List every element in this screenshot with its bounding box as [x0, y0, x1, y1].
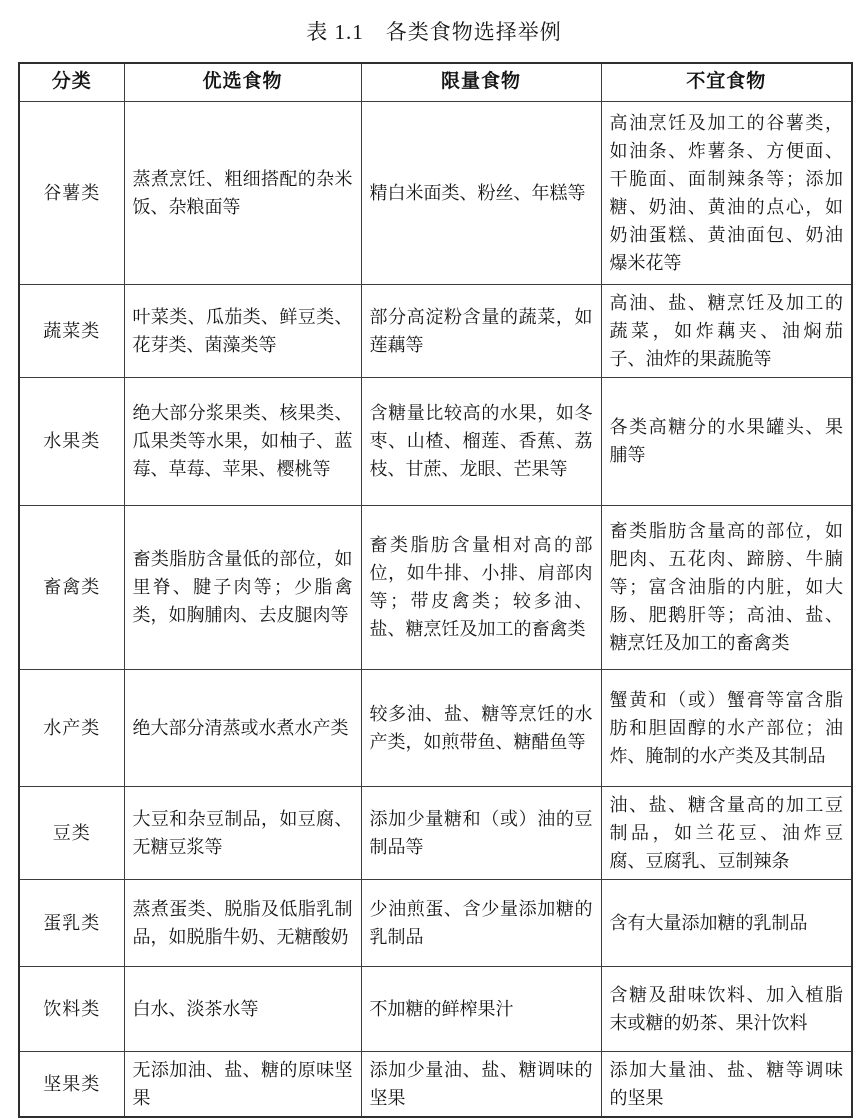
cell-limited: 畜类脂肪含量相对高的部位，如牛排、小排、肩部肉等；带皮禽类；较多油、盐、糖烹饪及加工的畜禽类: [361, 505, 601, 669]
table-row-nuts: [19, 1051, 852, 1117]
cell-preferred: 绝大部分清蒸或水煮水产类: [124, 669, 361, 786]
cell-avoid: 油、盐、糖含量高的加工豆制品，如兰花豆、油炸豆腐、豆腐乳、豆制辣条: [601, 786, 852, 879]
table-row-livestock-poultry: [19, 505, 852, 669]
cell-avoid: 各类高糖分的水果罐头、果脯等: [601, 377, 852, 505]
cell-preferred: 白水、淡茶水等: [124, 966, 361, 1051]
cell-preferred: 蒸煮烹饪、粗细搭配的杂米饭、杂粮面等: [124, 101, 361, 284]
header-row: [19, 63, 852, 101]
cell-category: 坚果类: [19, 1051, 124, 1117]
header-avoid: 不宜食物: [601, 63, 852, 101]
cell-limited: 添加少量糖和（或）油的豆制品等: [361, 786, 601, 879]
cell-category: 谷薯类: [19, 101, 124, 284]
cell-preferred: 大豆和杂豆制品，如豆腐、无糖豆浆等: [124, 786, 361, 879]
cell-category: 水产类: [19, 669, 124, 786]
cell-limited: 较多油、盐、糖等烹饪的水产类，如煎带鱼、糖醋鱼等: [361, 669, 601, 786]
table-row-fruits: [19, 377, 852, 505]
table-row-grains: [19, 101, 852, 284]
header-category: 分类: [19, 63, 124, 101]
table-row-aquatic: [19, 669, 852, 786]
cell-preferred: 叶菜类、瓜茄类、鲜豆类、花芽类、菌藻类等: [124, 284, 361, 377]
cell-limited: 含糖量比较高的水果，如冬枣、山楂、榴莲、香蕉、荔枝、甘蔗、龙眼、芒果等: [361, 377, 601, 505]
cell-limited: 少油煎蛋、含少量添加糖的乳制品: [361, 879, 601, 966]
cell-avoid: 含糖及甜味饮料、加入植脂末或糖的奶茶、果汁饮料: [601, 966, 852, 1051]
cell-category: 豆类: [19, 786, 124, 879]
cell-category: 蛋乳类: [19, 879, 124, 966]
cell-avoid: 蟹黄和（或）蟹膏等富含脂肪和胆固醇的水产部位；油炸、腌制的水产类及其制品: [601, 669, 852, 786]
cell-avoid: 添加大量油、盐、糖等调味的坚果: [601, 1051, 852, 1117]
cell-preferred: 畜类脂肪含量低的部位，如里脊、腱子肉等；少脂禽类，如胸脯肉、去皮腿肉等: [124, 505, 361, 669]
cell-category: 水果类: [19, 377, 124, 505]
cell-category: 畜禽类: [19, 505, 124, 669]
table-row-vegetables: [19, 284, 852, 377]
table-row-beans: [19, 786, 852, 879]
table-row-egg-dairy: [19, 879, 852, 966]
cell-limited: 精白米面类、粉丝、年糕等: [361, 101, 601, 284]
cell-avoid: 畜类脂肪含量高的部位，如肥肉、五花肉、蹄膀、牛腩等；富含油脂的内脏，如大肠、肥鹅肝等；高油、盐、糖烹饪及加工的畜禽类: [601, 505, 852, 669]
cell-avoid: 高油烹饪及加工的谷薯类，如油条、炸薯条、方便面、干脆面、面制辣条等；添加糖、奶油、黄油的点心，如奶油蛋糕、黄油面包、奶油爆米花等: [601, 101, 852, 284]
header-limited: 限量食物: [361, 63, 601, 101]
cell-category: 蔬菜类: [19, 284, 124, 377]
cell-limited: 添加少量油、盐、糖调味的坚果: [361, 1051, 601, 1117]
cell-limited: 不加糖的鲜榨果汁: [361, 966, 601, 1051]
cell-limited: 部分高淀粉含量的蔬菜，如莲藕等: [361, 284, 601, 377]
cell-preferred: 无添加油、盐、糖的原味坚果: [124, 1051, 361, 1117]
cell-category: 饮料类: [19, 966, 124, 1051]
header-preferred: 优选食物: [124, 63, 361, 101]
table-row-beverages: [19, 966, 852, 1051]
cell-avoid: 高油、盐、糖烹饪及加工的蔬菜，如炸藕夹、油焖茄子、油炸的果蔬脆等: [601, 284, 852, 377]
cell-preferred: 绝大部分浆果类、核果类、瓜果类等水果，如柚子、蓝莓、草莓、苹果、樱桃等: [124, 377, 361, 505]
cell-avoid: 含有大量添加糖的乳制品: [601, 879, 852, 966]
table-title: 表 1.1 各类食物选择举例: [306, 20, 562, 44]
food-selection-table: [18, 62, 853, 1118]
cell-preferred: 蒸煮蛋类、脱脂及低脂乳制品，如脱脂牛奶、无糖酸奶: [124, 879, 361, 966]
